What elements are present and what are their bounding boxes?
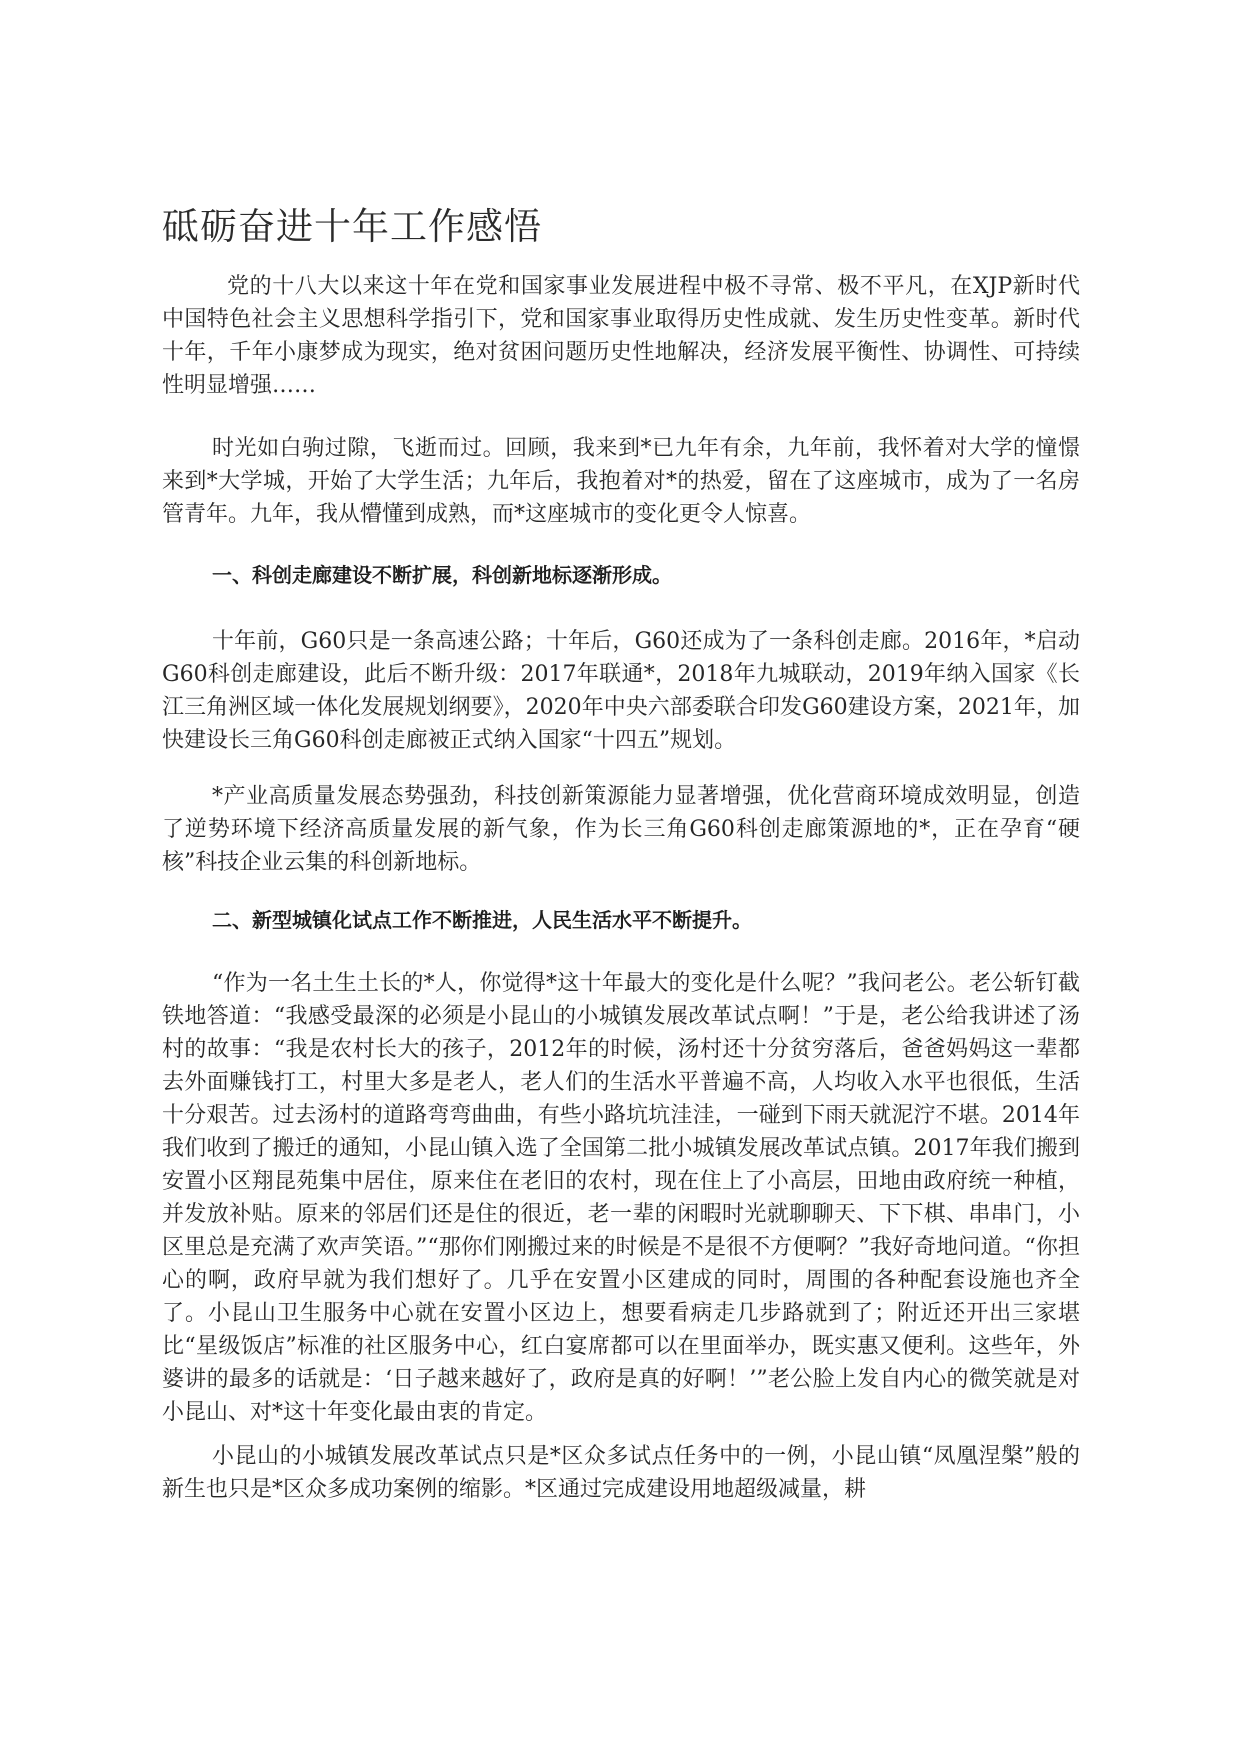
- section-heading-1: 一、科创走廊建设不断扩展，科创新地标逐渐形成。: [212, 563, 672, 587]
- section-heading-2: 二、新型城镇化试点工作不断推进，人民生活水平不断提升。: [212, 908, 752, 932]
- paragraph-personal-reflection: 时光如白驹过隙，飞逝而过。回顾，我来到*已九年有余，九年前，我怀着对大学的憧憬来到*大学城，开始了大学生活；九年后，我抱着对*的热爱，留在了这座城市，成为了一名房管青年。九年，我从懵懂到成熟，而*这座城市的变化更令人惊喜。: [162, 436, 1080, 527]
- paragraph-g60-history: 十年前，G60只是一条高速公路；十年后，G60还成为了一条科创走廊。2016年，*启动G60科创走廊建设，此后不断升级：2017年联通*，2018年九城联动，2019年纳入国家《长江三角洲区域一体化发展规划纲要》，2020年中央六部委联合印发G60建设方案，2021年，加快建设长三角G60科创走廊被正式纳入国家“十四五”规划。: [162, 629, 1080, 753]
- document-title: 砥砺奋进十年工作感悟: [162, 205, 542, 248]
- paragraph-pilot-summary: 小昆山的小城镇发展改革试点只是*区众多试点任务中的一例，小昆山镇“凤凰涅槃”般的新生也只是*区众多成功案例的缩影。*区通过完成建设用地超级减量，耕: [162, 1444, 1080, 1502]
- paragraph-tangcun-story: “作为一名土生土长的*人，你觉得*这十年最大的变化是什么呢？”我问老公。老公斩钉截铁地答道：“我感受最深的必须是小昆山的小城镇发展改革试点啊！”于是，老公给我讲述了汤村的故事：“我是农村长大的孩子，2012年的时候，汤村还十分贫穷落后，爸爸妈妈这一辈都去外面赚钱打工，村里大多是老人，老人们的生活水平普遍不高，人均收入水平也很低，生活十分艰苦。过去汤村的道路弯弯曲曲，有些小路坑坑洼洼，一碰到下雨天就泥泞不堪。2014年我们收到了搬迁的通知，小昆山镇入选了全国第二批小城镇发展改革试点镇。2017年我们搬到安置小区翔昆苑集中居住，原来住在老旧的农村，现在住上了小高层，田地由政府统一种植，并发放补贴。原来的邻居们还是住的很近，老一辈的闲暇时光就聊聊天、下下棋、串串门，小区里总是充满了欢声笑语。”“那你们刚搬过来的时候是不是很不方便啊？”我好奇地问道。“你担心的啊，政府早就为我们想好了。几乎在安置小区建成的同时，周围的各种配套设施也齐全了。小昆山卫生服务中心就在安置小区边上，想要看病走几步路就到了；附近还开出三家堪比“星级饭店”标准的社区服务中心，红白宴席都可以在里面举办，既实惠又便利。这些年，外婆讲的最多的话就是：‘日子越来越好了，政府是真的好啊！’”老公脸上发自内心的微笑就是对小昆山、对*这十年变化最由衷的肯定。: [162, 971, 1080, 1425]
- paragraph-intro: 党的十八大以来这十年在党和国家事业发展进程中极不寻常、极不平凡，在XJP新时代中国特色社会主义思想科学指引下，党和国家事业取得历史性成就、发生历史性变革。新时代十年，千年小康梦成为现实，绝对贫困问题历史性地解决，经济发展平衡性、协调性、可持续性明显增强……: [162, 274, 1080, 398]
- paragraph-industry-development: *产业高质量发展态势强劲，科技创新策源能力显著增强，优化营商环境成效明显，创造了逆势环境下经济高质量发展的新气象，作为长三角G60科创走廊策源地的*，正在孕育“硬核”科技企业云集的科创新地标。: [162, 784, 1080, 875]
